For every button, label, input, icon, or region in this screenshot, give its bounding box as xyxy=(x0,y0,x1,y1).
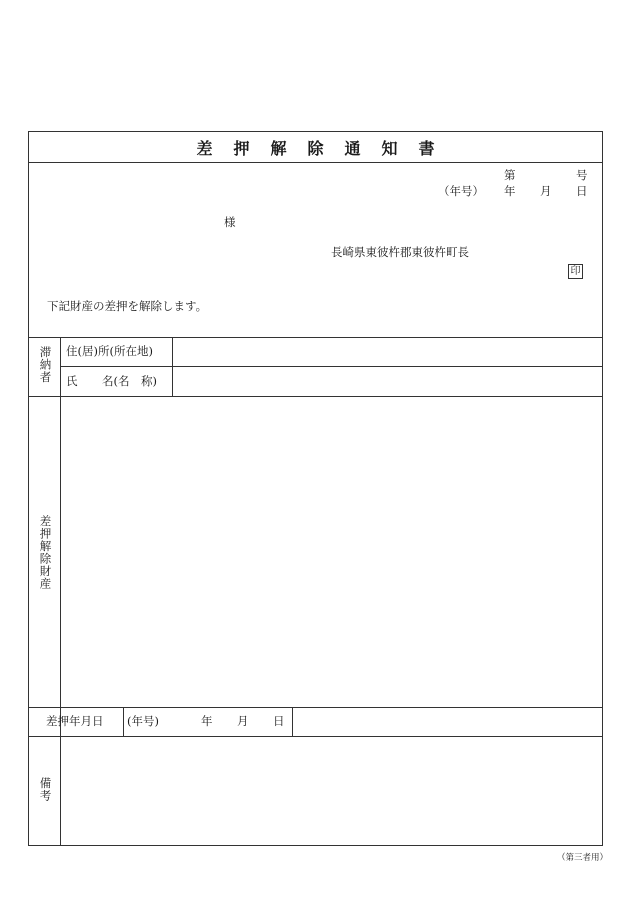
name-label-2: 名(名 称) xyxy=(102,374,157,388)
property-label: 差押解除財産 xyxy=(38,515,53,590)
date-column-divider xyxy=(292,707,293,736)
seal-icon: 印 xyxy=(568,264,583,279)
form-title-cell xyxy=(29,132,602,162)
header-day-label: 日 xyxy=(576,184,588,198)
divider xyxy=(29,736,602,737)
label-column-divider xyxy=(60,736,61,845)
name-label-1: 氏 xyxy=(66,374,78,388)
seizure-date-label: 差押年月日 xyxy=(46,714,104,728)
divider xyxy=(29,337,602,338)
addressee-honorific: 様 xyxy=(224,215,236,229)
delinquent-label: 滞納者 xyxy=(38,346,53,384)
remarks-label: 備考 xyxy=(38,777,53,802)
divider xyxy=(60,366,602,367)
date-column-divider xyxy=(123,707,124,736)
seizure-year-label: 年 xyxy=(201,714,213,728)
header-month-label: 月 xyxy=(540,184,552,198)
number-suffix: 号 xyxy=(576,168,588,182)
number-prefix: 第 xyxy=(504,168,516,182)
notice-form xyxy=(28,131,603,846)
seizure-month-label: 月 xyxy=(237,714,249,728)
address-label: 住(居)所(所在地) xyxy=(66,344,153,358)
divider xyxy=(29,162,602,163)
seizure-day-label: 日 xyxy=(273,714,285,728)
seizure-era-label: (年号) xyxy=(127,714,159,728)
header-year-label: 年 xyxy=(504,184,516,198)
issuer-name: 長崎県東彼杵郡東彼杵町長 xyxy=(331,245,469,259)
header-era-label: （年号） xyxy=(438,184,484,198)
form-title: 差押解除通知書 xyxy=(196,138,456,158)
divider xyxy=(29,707,602,708)
footnote: （第三者用） xyxy=(557,853,609,863)
body-text: 下記財産の差押を解除します。 xyxy=(47,299,208,313)
divider xyxy=(29,396,602,397)
